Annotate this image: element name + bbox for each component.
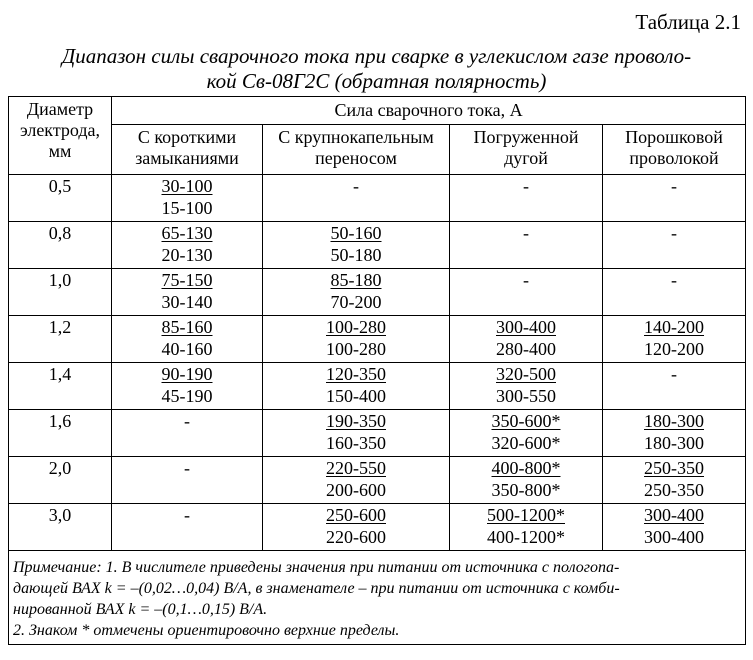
table-title: [8, 44, 745, 94]
dash: -: [523, 270, 529, 290]
short-circuit-cell: [112, 504, 263, 551]
numerator-value: 500-1200*: [487, 505, 565, 525]
large-drop-cell: [263, 363, 450, 410]
submerged-arc-cell: [450, 363, 603, 410]
submerged-arc-cell: [450, 457, 603, 504]
numerator-value: 400-800*: [491, 458, 561, 478]
denominator-value: 220-600: [326, 527, 386, 547]
denominator-value: 100-280: [326, 339, 386, 359]
large-drop-cell: [263, 410, 450, 457]
denominator-value: 200-600: [326, 480, 386, 500]
short-circuit-cell: [112, 410, 263, 457]
note-row: [9, 551, 746, 645]
denominator-value: 40-160: [161, 339, 213, 359]
numerator-value: 350-600*: [491, 411, 561, 431]
denominator-value: 350-800*: [491, 480, 561, 500]
table-note: [9, 551, 746, 645]
column-header-line: дугой: [504, 148, 548, 168]
column-header-line: замыканиями: [135, 148, 239, 168]
short-circuit-cell: [112, 175, 263, 222]
submerged-arc-cell: [450, 269, 603, 316]
denominator-value: 70-200: [330, 292, 382, 312]
diameter-cell: 2,0: [9, 457, 112, 504]
numerator-value: 120-350: [326, 364, 386, 384]
note-line-4: 2. Знаком * отмечены ориентировочно верхние пределы.: [13, 622, 400, 639]
denominator-value: 250-350: [644, 480, 705, 500]
dash: -: [184, 505, 190, 525]
column-header-flux-wire: [603, 125, 746, 175]
diameter-header-line-3: мм: [48, 141, 72, 161]
welding-current-table: [8, 96, 746, 645]
diameter-header-line-2: электрода,: [19, 120, 101, 140]
submerged-arc-cell: [450, 175, 603, 222]
diameter-cell: 1,4: [9, 363, 112, 410]
flux-wire-cell: [603, 175, 746, 222]
flux-wire-cell: [603, 457, 746, 504]
denominator-value: 300-400: [644, 527, 705, 547]
dash: -: [671, 176, 678, 196]
table-row: [9, 316, 746, 363]
large-drop-cell: [263, 504, 450, 551]
flux-wire-cell: [603, 316, 746, 363]
note-line-1: Примечание: 1. В числителе приведены значения при питании от источника с пологопа-: [13, 559, 620, 576]
short-circuit-cell: [112, 363, 263, 410]
denominator-value: 320-600*: [491, 433, 561, 453]
dash: -: [671, 270, 678, 290]
numerator-value: 30-100: [161, 176, 213, 196]
title-line-2: кой Св-08Г2С (обратная полярность): [206, 69, 547, 93]
numerator-value: 140-200: [644, 317, 705, 337]
dash: -: [523, 176, 529, 196]
submerged-arc-cell: [450, 222, 603, 269]
column-header-line: Порошковой: [625, 127, 723, 147]
denominator-value: 150-400: [326, 386, 386, 406]
numerator-value: 300-400: [496, 317, 556, 337]
dash: -: [353, 176, 359, 196]
denominator-value: 180-300: [644, 433, 705, 453]
dash: -: [523, 223, 529, 243]
table-row: [9, 269, 746, 316]
header-row-2: [9, 125, 746, 175]
table-row: [9, 363, 746, 410]
flux-wire-cell: [603, 269, 746, 316]
column-header-line: С короткими: [137, 127, 237, 147]
large-drop-cell: [263, 222, 450, 269]
flux-wire-cell: [603, 410, 746, 457]
title-line-1: Диапазон силы сварочного тока при сварке в углекислом газе проволо-: [61, 44, 692, 68]
large-drop-cell: [263, 316, 450, 363]
table-row: [9, 457, 746, 504]
denominator-value: 20-130: [161, 245, 213, 265]
column-header-line: проволокой: [629, 148, 719, 168]
numerator-value: 50-160: [330, 223, 382, 243]
column-header-line: Погруженной: [473, 127, 579, 147]
large-drop-cell: [263, 175, 450, 222]
denominator-value: 45-190: [161, 386, 213, 406]
current-group-header: Сила сварочного тока, А: [112, 97, 746, 125]
denominator-value: 120-200: [644, 339, 705, 359]
note-line-3: нированной ВАХ k = –(0,1…0,15) В/А.: [13, 601, 268, 618]
dash: -: [184, 411, 190, 431]
dash: -: [184, 458, 190, 478]
table-row: [9, 504, 746, 551]
numerator-value: 320-500: [496, 364, 556, 384]
diameter-header-line-1: Диаметр: [26, 99, 94, 119]
denominator-value: 300-550: [496, 386, 556, 406]
numerator-value: 85-160: [161, 317, 213, 337]
numerator-value: 180-300: [644, 411, 705, 431]
column-header-large-drop: [263, 125, 450, 175]
numerator-value: 250-350: [644, 458, 705, 478]
short-circuit-cell: [112, 316, 263, 363]
column-header-line: С крупнокапельным: [278, 127, 434, 147]
table-row: [9, 222, 746, 269]
diameter-cell: 0,5: [9, 175, 112, 222]
short-circuit-cell: [112, 269, 263, 316]
numerator-value: 190-350: [326, 411, 386, 431]
large-drop-cell: [263, 269, 450, 316]
denominator-value: 15-100: [161, 198, 213, 218]
denominator-value: 400-1200*: [487, 527, 565, 547]
submerged-arc-cell: [450, 410, 603, 457]
diameter-cell: 1,0: [9, 269, 112, 316]
note-line-2: дающей ВАХ k = –(0,02…0,04) В/А, в знаменателе – при питании от источника с комби-: [13, 580, 620, 597]
submerged-arc-cell: [450, 504, 603, 551]
denominator-value: 280-400: [496, 339, 556, 359]
diameter-cell: 1,2: [9, 316, 112, 363]
dash: -: [671, 364, 678, 384]
column-header-short-circuit: [112, 125, 263, 175]
numerator-value: 75-150: [161, 270, 213, 290]
numerator-value: 65-130: [161, 223, 213, 243]
column-header-line: переносом: [315, 148, 397, 168]
numerator-value: 220-550: [326, 458, 386, 478]
denominator-value: 50-180: [330, 245, 382, 265]
short-circuit-cell: [112, 457, 263, 504]
flux-wire-cell: [603, 222, 746, 269]
dash: -: [671, 223, 678, 243]
numerator-value: 100-280: [326, 317, 386, 337]
table-row: [9, 175, 746, 222]
diameter-cell: 0,8: [9, 222, 112, 269]
diameter-cell: 3,0: [9, 504, 112, 551]
numerator-value: 250-600: [326, 505, 386, 525]
column-header-submerged-arc: [450, 125, 603, 175]
header-row-1: [9, 97, 746, 125]
numerator-value: 300-400: [644, 505, 705, 525]
numerator-value: 90-190: [161, 364, 213, 384]
diameter-header: [9, 97, 112, 175]
flux-wire-cell: [603, 363, 746, 410]
table-row: [9, 410, 746, 457]
table-number: Таблица 2.1: [635, 10, 741, 34]
diameter-cell: 1,6: [9, 410, 112, 457]
denominator-value: 30-140: [161, 292, 213, 312]
denominator-value: 160-350: [326, 433, 386, 453]
large-drop-cell: [263, 457, 450, 504]
submerged-arc-cell: [450, 316, 603, 363]
flux-wire-cell: [603, 504, 746, 551]
numerator-value: 85-180: [330, 270, 382, 290]
short-circuit-cell: [112, 222, 263, 269]
